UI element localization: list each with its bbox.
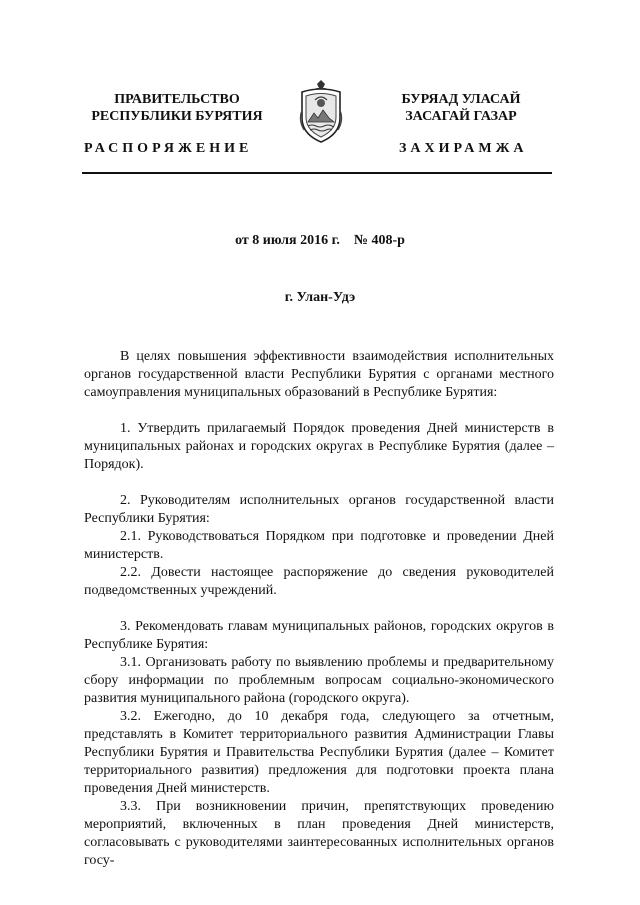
- header-divider: [82, 172, 552, 174]
- document-number: № 408-р: [353, 233, 405, 248]
- item-2-2-paragraph: 2.2. Довести настоящее распоряжение до сведения руководителей подведомственных учреждений.: [84, 565, 554, 598]
- document-date: от 8 июля 2016 г.: [235, 233, 340, 248]
- issuer-name-russian: [82, 91, 272, 125]
- issuer-buryat-line-2: ЗАСАГАЙ ГАЗАР: [405, 109, 517, 124]
- document-body: [84, 348, 554, 870]
- issuer-line-2: РЕСПУБЛИКИ БУРЯТИЯ: [91, 109, 263, 124]
- document-type-buryat: ЗАХИРАМЖА: [399, 141, 528, 156]
- item-2-paragraph: 2. Руководителям исполнительных органов государственной власти Республики Бурятия:: [84, 493, 554, 526]
- issuer-line-1: ПРАВИТЕЛЬСТВО: [114, 92, 240, 107]
- document-date-number: [0, 232, 640, 250]
- preamble-paragraph: В целях повышения эффективности взаимодействия исполнительных органов государственной власти Республики Бурятия с органами местного самоуправления муниципальных образований в Республике Бурятия:: [84, 349, 554, 400]
- item-3-3-paragraph: 3.3. При возникновении причин, препятствующих проведению мероприятий, включенных в план проведения Дней министерств, согласовывать с руководителями заинтересованных исполнительных органов госу-: [84, 799, 554, 868]
- issuer-buryat-line-1: БУРЯАД УЛАСАЙ: [401, 92, 521, 107]
- issuer-name-buryat: [366, 91, 556, 125]
- item-3-2-paragraph: 3.2. Ежегодно, до 10 декабря года, следующего за отчетным, представлять в Комитет территориального развития Администрации Главы Республики Бурятия и Правительства Республики Бурятия (далее – Комитет территориального развития) предложения для подготовки проекта плана проведения Дней министерств.: [84, 709, 554, 796]
- coat-of-arms-emblem: [298, 80, 344, 144]
- document-city: г. Улан-Удэ: [284, 290, 356, 305]
- item-3-paragraph: 3. Рекомендовать главам муниципальных районов, городских округов в Республике Бурятия:: [84, 619, 554, 652]
- item-2-1-paragraph: 2.1. Руководствоваться Порядком при подготовке и проведении Дней министерств.: [84, 529, 554, 562]
- document-type-russian: РАСПОРЯЖЕНИЕ: [84, 141, 253, 156]
- item-1-paragraph: 1. Утвердить прилагаемый Порядок проведения Дней министерств в муниципальных районах и городских округах в Республике Бурятия (далее – Порядок).: [84, 421, 554, 472]
- item-3-1-paragraph: 3.1. Организовать работу по выявлению проблемы и предварительному сбору информации по проблемным вопросам социально-экономического развития муниципального района (городского округа).: [84, 655, 554, 706]
